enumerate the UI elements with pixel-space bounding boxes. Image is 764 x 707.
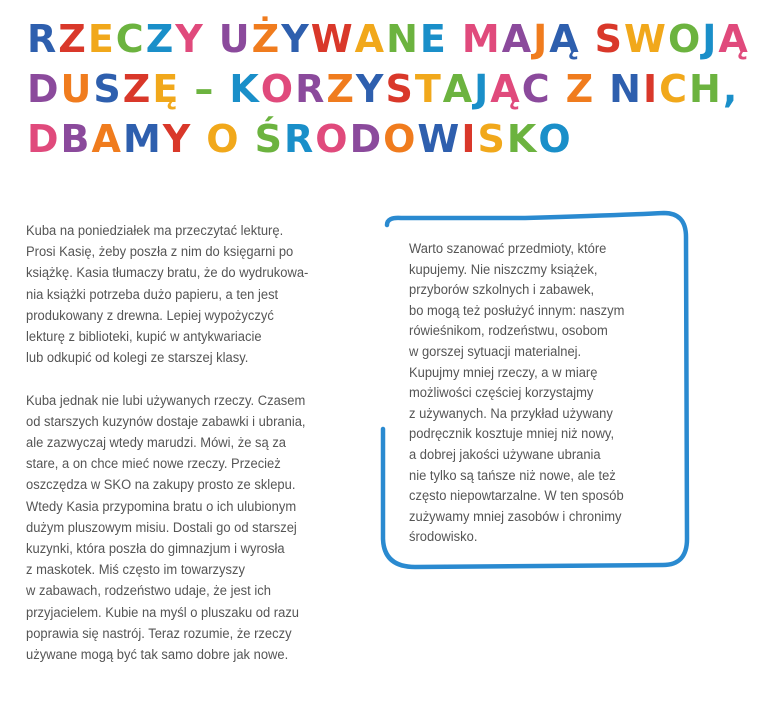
title-word: MAJĄ xyxy=(461,17,581,61)
story-paragraph-2 xyxy=(26,390,333,666)
tip-box-text xyxy=(409,239,659,548)
text-line: nie tylko są tańsze niż nowe, ale też xyxy=(409,467,616,483)
title-word: KORZYSTAJĄC xyxy=(229,67,552,111)
text-line: ale zazwyczaj wtedy marudzi. Mówi, że są za xyxy=(26,435,287,451)
text-line: przyjacielem. Kubie na myśl o pluszaku od razu xyxy=(26,604,300,620)
title-line xyxy=(27,64,740,114)
text-line: poprawia się nastrój. Teraz rozumie, że rzeczy xyxy=(26,625,292,641)
story-paragraph-1 xyxy=(26,220,333,368)
text-line: Warto szanować przedmioty, które xyxy=(409,241,607,256)
text-line: kupujemy. Nie niszczmy książek, xyxy=(409,261,598,277)
text-line: a dobrej jakości używane ubrania xyxy=(409,446,601,462)
title-word: O xyxy=(206,117,241,161)
text-line: oszczędza w SKO na zakupy prosto ze sklepu. xyxy=(26,477,296,493)
text-line: podręcznik kosztuje mniej niż nowy, xyxy=(409,426,615,442)
text-line: w zabawach, rodzeństwo udaje, że jest ich xyxy=(26,583,271,599)
text-line: Kupujmy mniej rzeczy, a w miarę xyxy=(409,364,598,380)
text-line: książkę. Kasia tłumaczy bratu, że do wydrukowa- xyxy=(26,265,309,281)
text-line: Kuba na poniedziałek ma przeczytać lekturę. xyxy=(26,223,284,238)
paragraph-gap xyxy=(26,368,333,389)
text-line: możliwości częściej korzystajmy xyxy=(409,385,594,401)
text-line: Kuba jednak nie lubi używanych rzeczy. Czasem xyxy=(26,392,306,408)
title-line xyxy=(27,114,697,164)
text-line: zużywamy mniej zasobów i chronimy xyxy=(409,508,622,524)
text-line: lub odkupić od kolegi ze starszej klasy. xyxy=(26,350,249,366)
text-line: z używanych. Na przykład używany xyxy=(409,405,613,421)
text-line: dużym pluszowym misiu. Dostali go od starszej xyxy=(26,519,297,535)
title-word: NICH, xyxy=(609,67,740,111)
title-word: – xyxy=(194,67,216,111)
text-line: rówieśnikom, rodzeństwu, osobom xyxy=(409,323,608,339)
text-line: w gorszej sytuacji materialnej. xyxy=(409,343,582,359)
story-column xyxy=(26,220,333,665)
title-line xyxy=(27,14,750,64)
text-line: często niepowtarzalne. W ten sposób xyxy=(409,488,624,504)
title-word: DBAMY xyxy=(27,117,193,161)
text-line: przyborów szkolnych i zabawek, xyxy=(409,282,595,298)
text-line: używane mogą być tak samo dobre jak nowe. xyxy=(26,647,289,663)
title-word: SWOJĄ xyxy=(594,17,750,61)
text-line: środowisko. xyxy=(409,529,478,545)
title-word: RZECZY xyxy=(27,17,205,61)
text-line: stare, a on chce mieć nowe rzeczy. Przecież xyxy=(26,456,281,472)
title-word: Z xyxy=(565,67,596,111)
title-word: ŚRODOWISKO xyxy=(254,117,573,161)
text-line: produkowany z drewna. Lepiej wypożyczyć xyxy=(26,307,274,323)
tip-box xyxy=(375,209,693,573)
text-line: lekturę z biblioteki, kupić w antykwariacie xyxy=(26,329,262,345)
text-line: nia książki potrzeba dużo papieru, a ten jest xyxy=(26,286,279,302)
text-line: od starszych kuzynów dostaje zabawki i ubrania, xyxy=(26,413,306,429)
text-line: kuzynki, która poszła do gimnazjum i wyrosła xyxy=(26,541,285,557)
title-word: UŻYWANE xyxy=(218,17,448,61)
text-line: z maskotek. Miś często im towarzyszy xyxy=(26,562,245,578)
text-line: bo mogą też posłużyć innym: naszym xyxy=(409,302,625,318)
title-word: DUSZĘ xyxy=(27,67,181,111)
page-title xyxy=(27,14,750,164)
text-line: Wtedy Kasia przypomina bratu o ich ulubionym xyxy=(26,498,297,514)
text-line: Prosi Kasię, żeby poszła z nim do księgarni po xyxy=(26,244,294,260)
